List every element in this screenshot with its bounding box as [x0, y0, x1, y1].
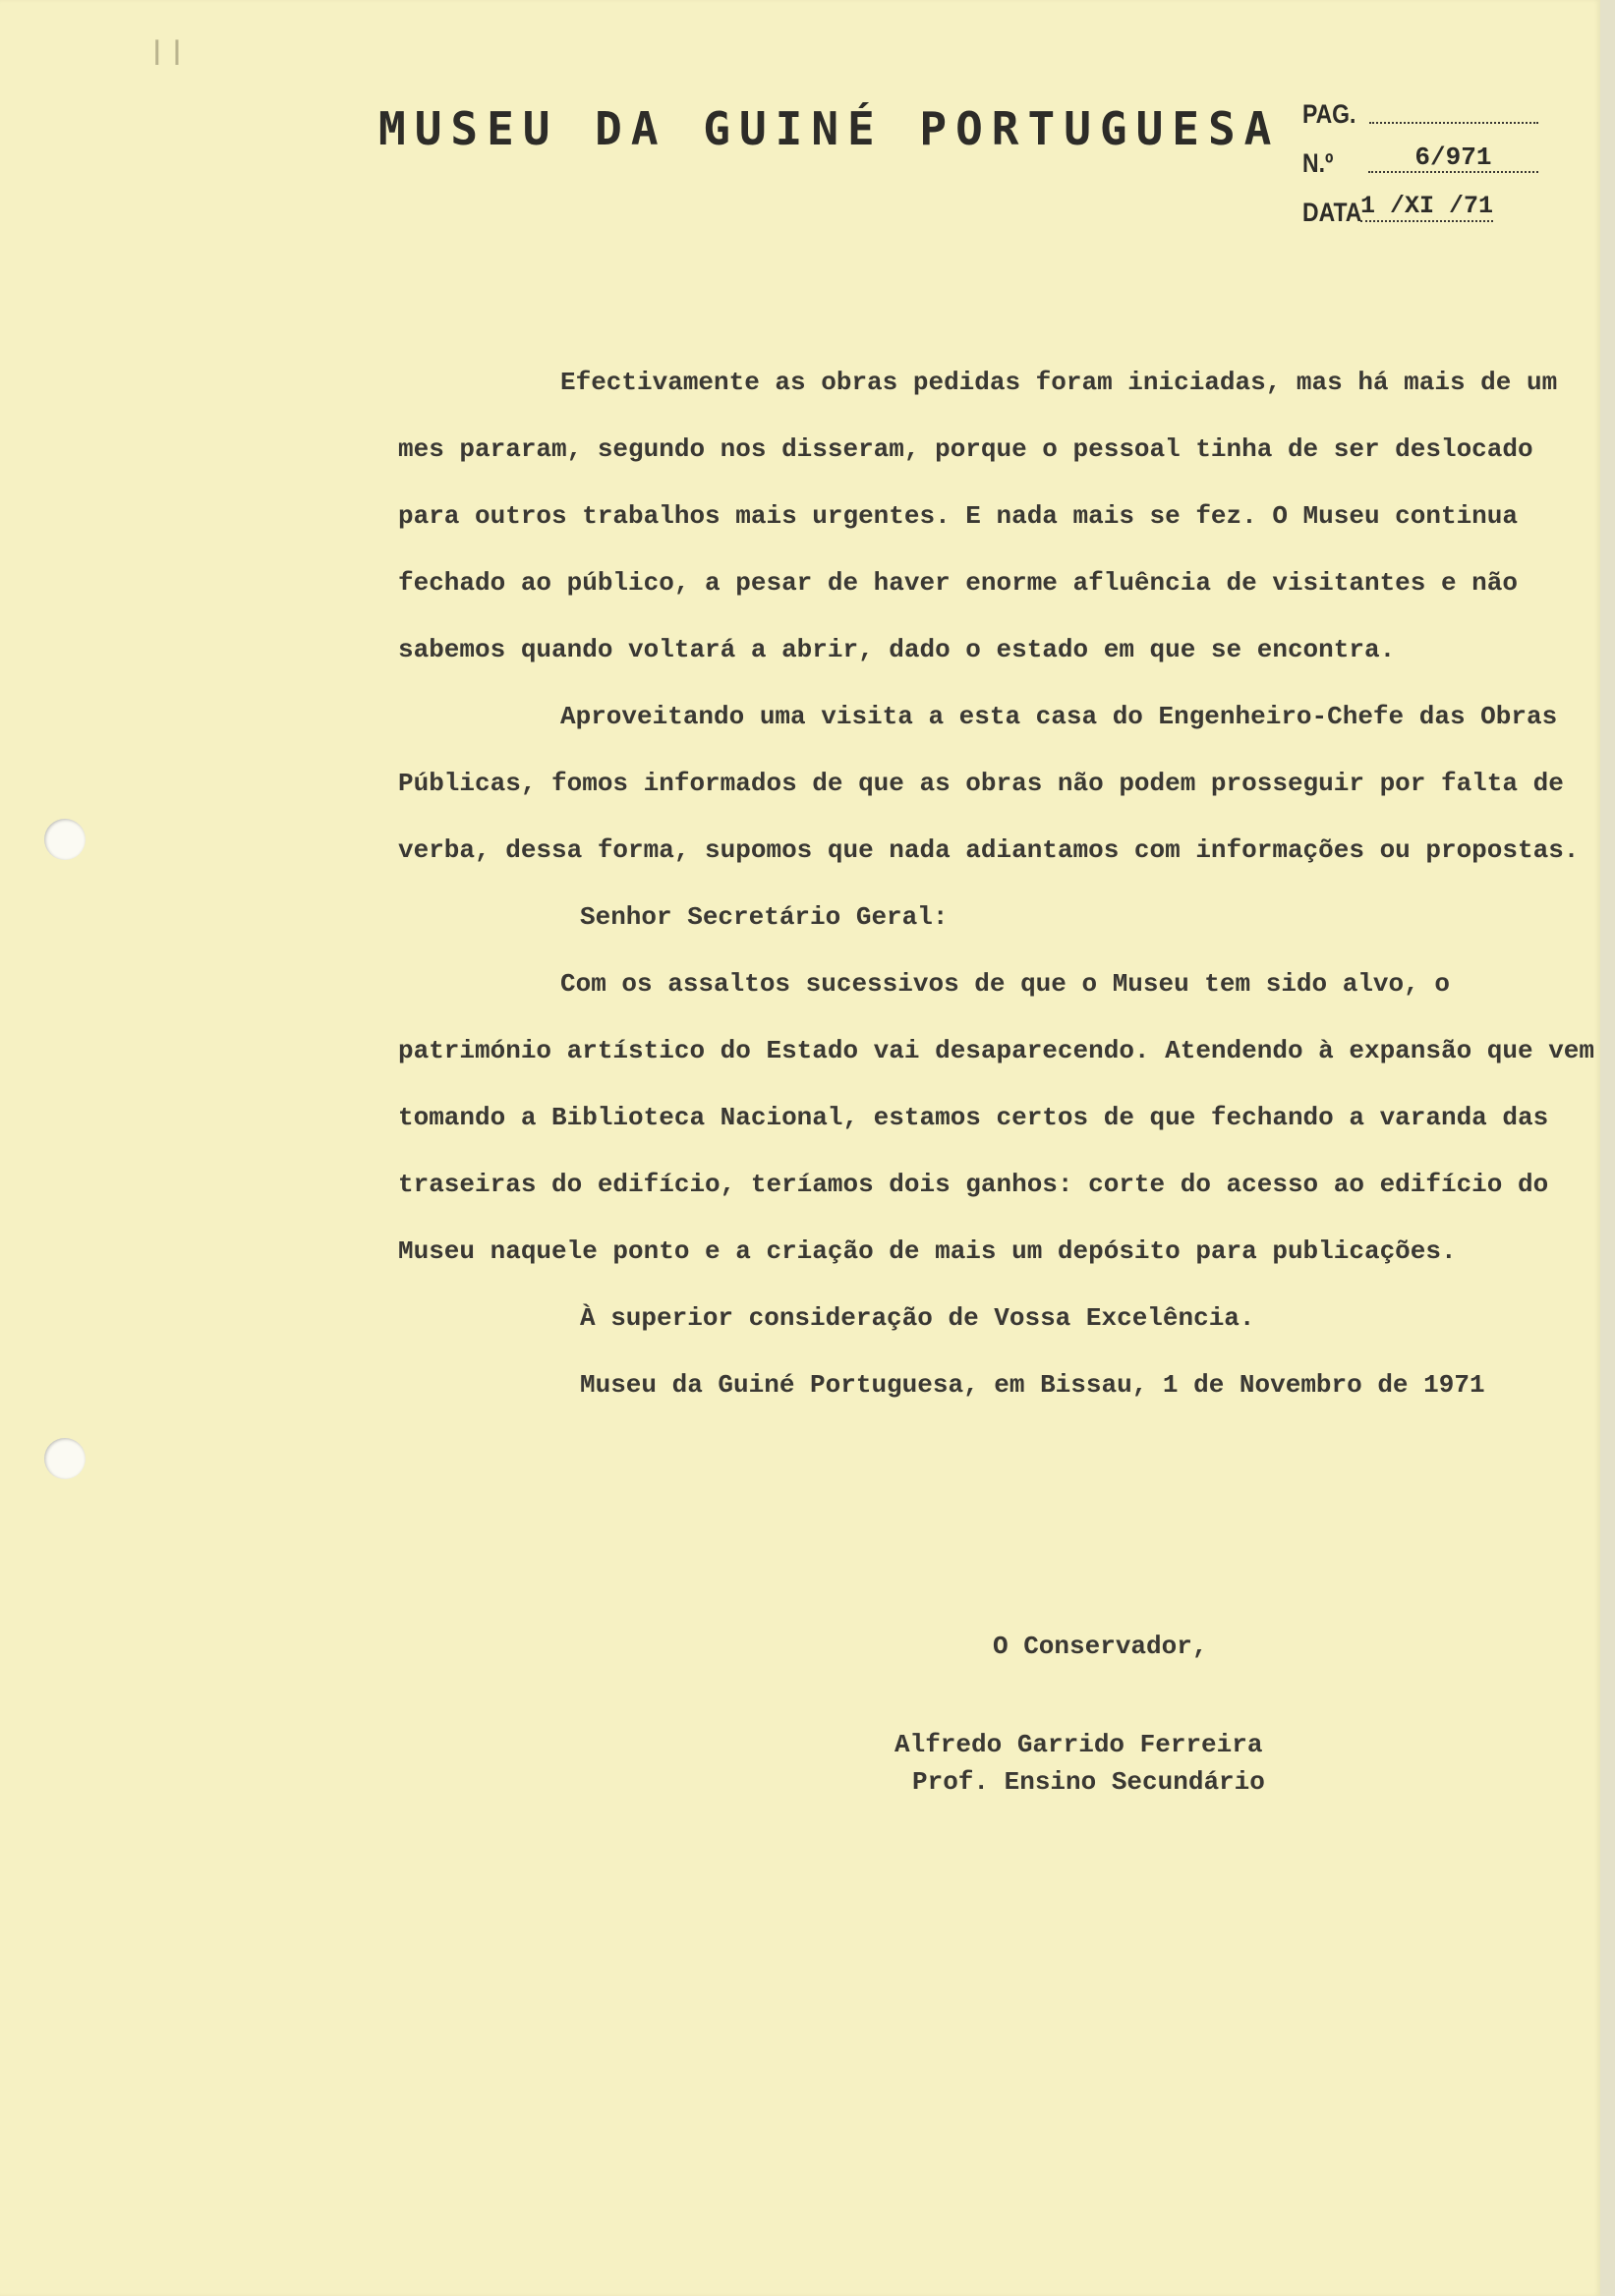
ref-number-label: N.º — [1302, 148, 1334, 178]
paragraph-1: Efectivamente as obras pedidas foram iniciadas, mas há mais de um mes pararam, segundo nos disseram, porque o pessoal tinha de ser deslocado para outros trabalhos mais urgentes. E nada mais se fez. O Museu continua fechado ao público, a pesar de haver enorme afluência de visitantes e não sabemos quando voltará a abrir, dado o estado em que se encontra. — [398, 368, 1558, 664]
ref-number-value: 6/971 — [1368, 144, 1538, 173]
pencil-mark-icon: ꞁ ꞁ — [152, 28, 182, 67]
signature-name: Alfredo Garrido Ferreira — [894, 1730, 1263, 1759]
reference-box — [1302, 81, 1538, 228]
letterhead-title: MUSEU DA GUINÉ PORTUGUESA — [378, 102, 1281, 155]
ref-number-row — [1302, 130, 1538, 179]
ref-page-label: PAG. — [1302, 99, 1356, 129]
signature-role: O Conservador, — [993, 1632, 1208, 1661]
letter-body — [398, 349, 1597, 1418]
ref-date-row — [1302, 179, 1538, 228]
closing-line: À superior consideração de Vossa Excelência. — [580, 1303, 1255, 1333]
paragraph-3: Com os assaltos sucessivos de que o Museu tem sido alvo, o património artístico do Estado vai desaparecendo. Atendendo à expansão que vem tomando a Biblioteca Nacional, estamos certos de que fechando a varanda das traseiras do edifício, teríamos dois ganhos: corte do acesso ao edifício do Museu naquele ponto e a criação de mais um depósito para publicações. — [398, 969, 1594, 1266]
punch-hole-icon — [44, 819, 86, 860]
ref-page-value — [1369, 94, 1538, 124]
paragraph-2: Aproveitando uma visita a esta casa do Engenheiro-Chefe das Obras Públicas, fomos informados de que as obras não podem prosseguir por falta de verba, dessa forma, supomos que nada adiantamos com informações ou propostas. — [398, 702, 1580, 865]
ref-date-label: DATA — [1302, 198, 1362, 227]
place-date-line: Museu da Guiné Portuguesa, em Bissau, 1 de Novembro de 1971 — [580, 1370, 1485, 1400]
ref-page-row — [1302, 81, 1538, 130]
page-edge — [1600, 0, 1615, 2296]
signature-title: Prof. Ensino Secundário — [912, 1767, 1265, 1797]
punch-hole-icon — [44, 1438, 86, 1479]
ref-date-value: 1 /XI /71 — [1359, 192, 1494, 220]
salutation: Senhor Secretário Geral: — [580, 902, 949, 932]
